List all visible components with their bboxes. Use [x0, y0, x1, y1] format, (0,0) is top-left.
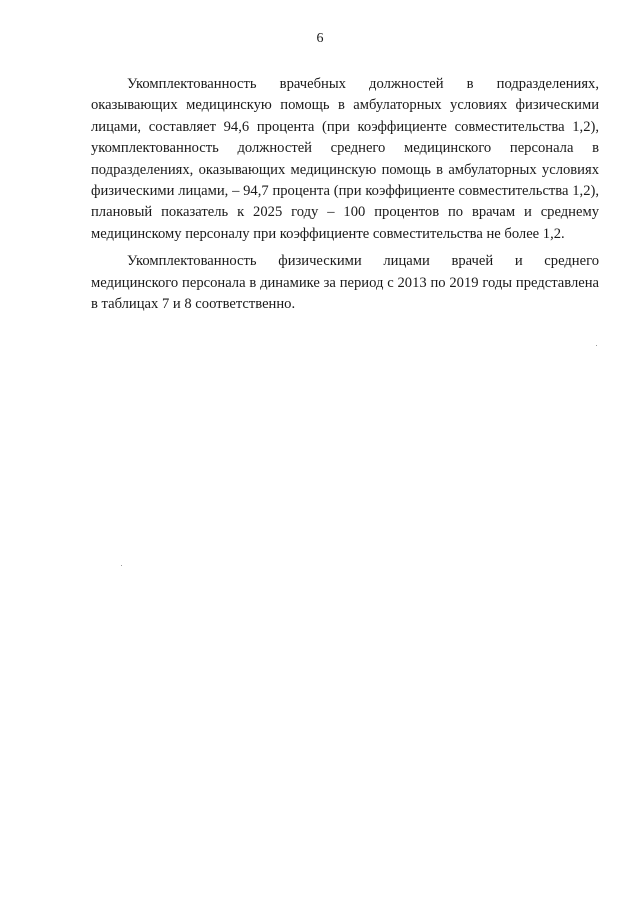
- scan-speck: [121, 565, 122, 566]
- page-number: 6: [316, 31, 324, 46]
- paragraph-staffing-rates: Укомплектованность врачебных должностей в подразделениях, оказывающих медицинскую помощь в амбулаторных условиях физическими лицами, составляет 94,6 процента (при коэффициенте совместительства 1,2), укомплектованность должностей среднего медицинского персонала в подразделениях, оказывающих медицинскую помощь в амбулаторных условиях физическими лицами, – 94,7 процента (при коэффициенте совместительства 1,2), плановый показатель к 2025 году – 100 процентов по врачам и среднему медицинскому персоналу при коэффициенте совместительства не более 1,2.: [91, 76, 599, 242]
- body-text: [91, 74, 599, 321]
- scan-speck: [596, 345, 597, 346]
- paragraph-tables-reference: Укомплектованность физическими лицами врачей и среднего медицинского персонала в динамике за период с 2013 по 2019 годы представлена в таблицах 7 и 8 соответственно.: [91, 253, 599, 313]
